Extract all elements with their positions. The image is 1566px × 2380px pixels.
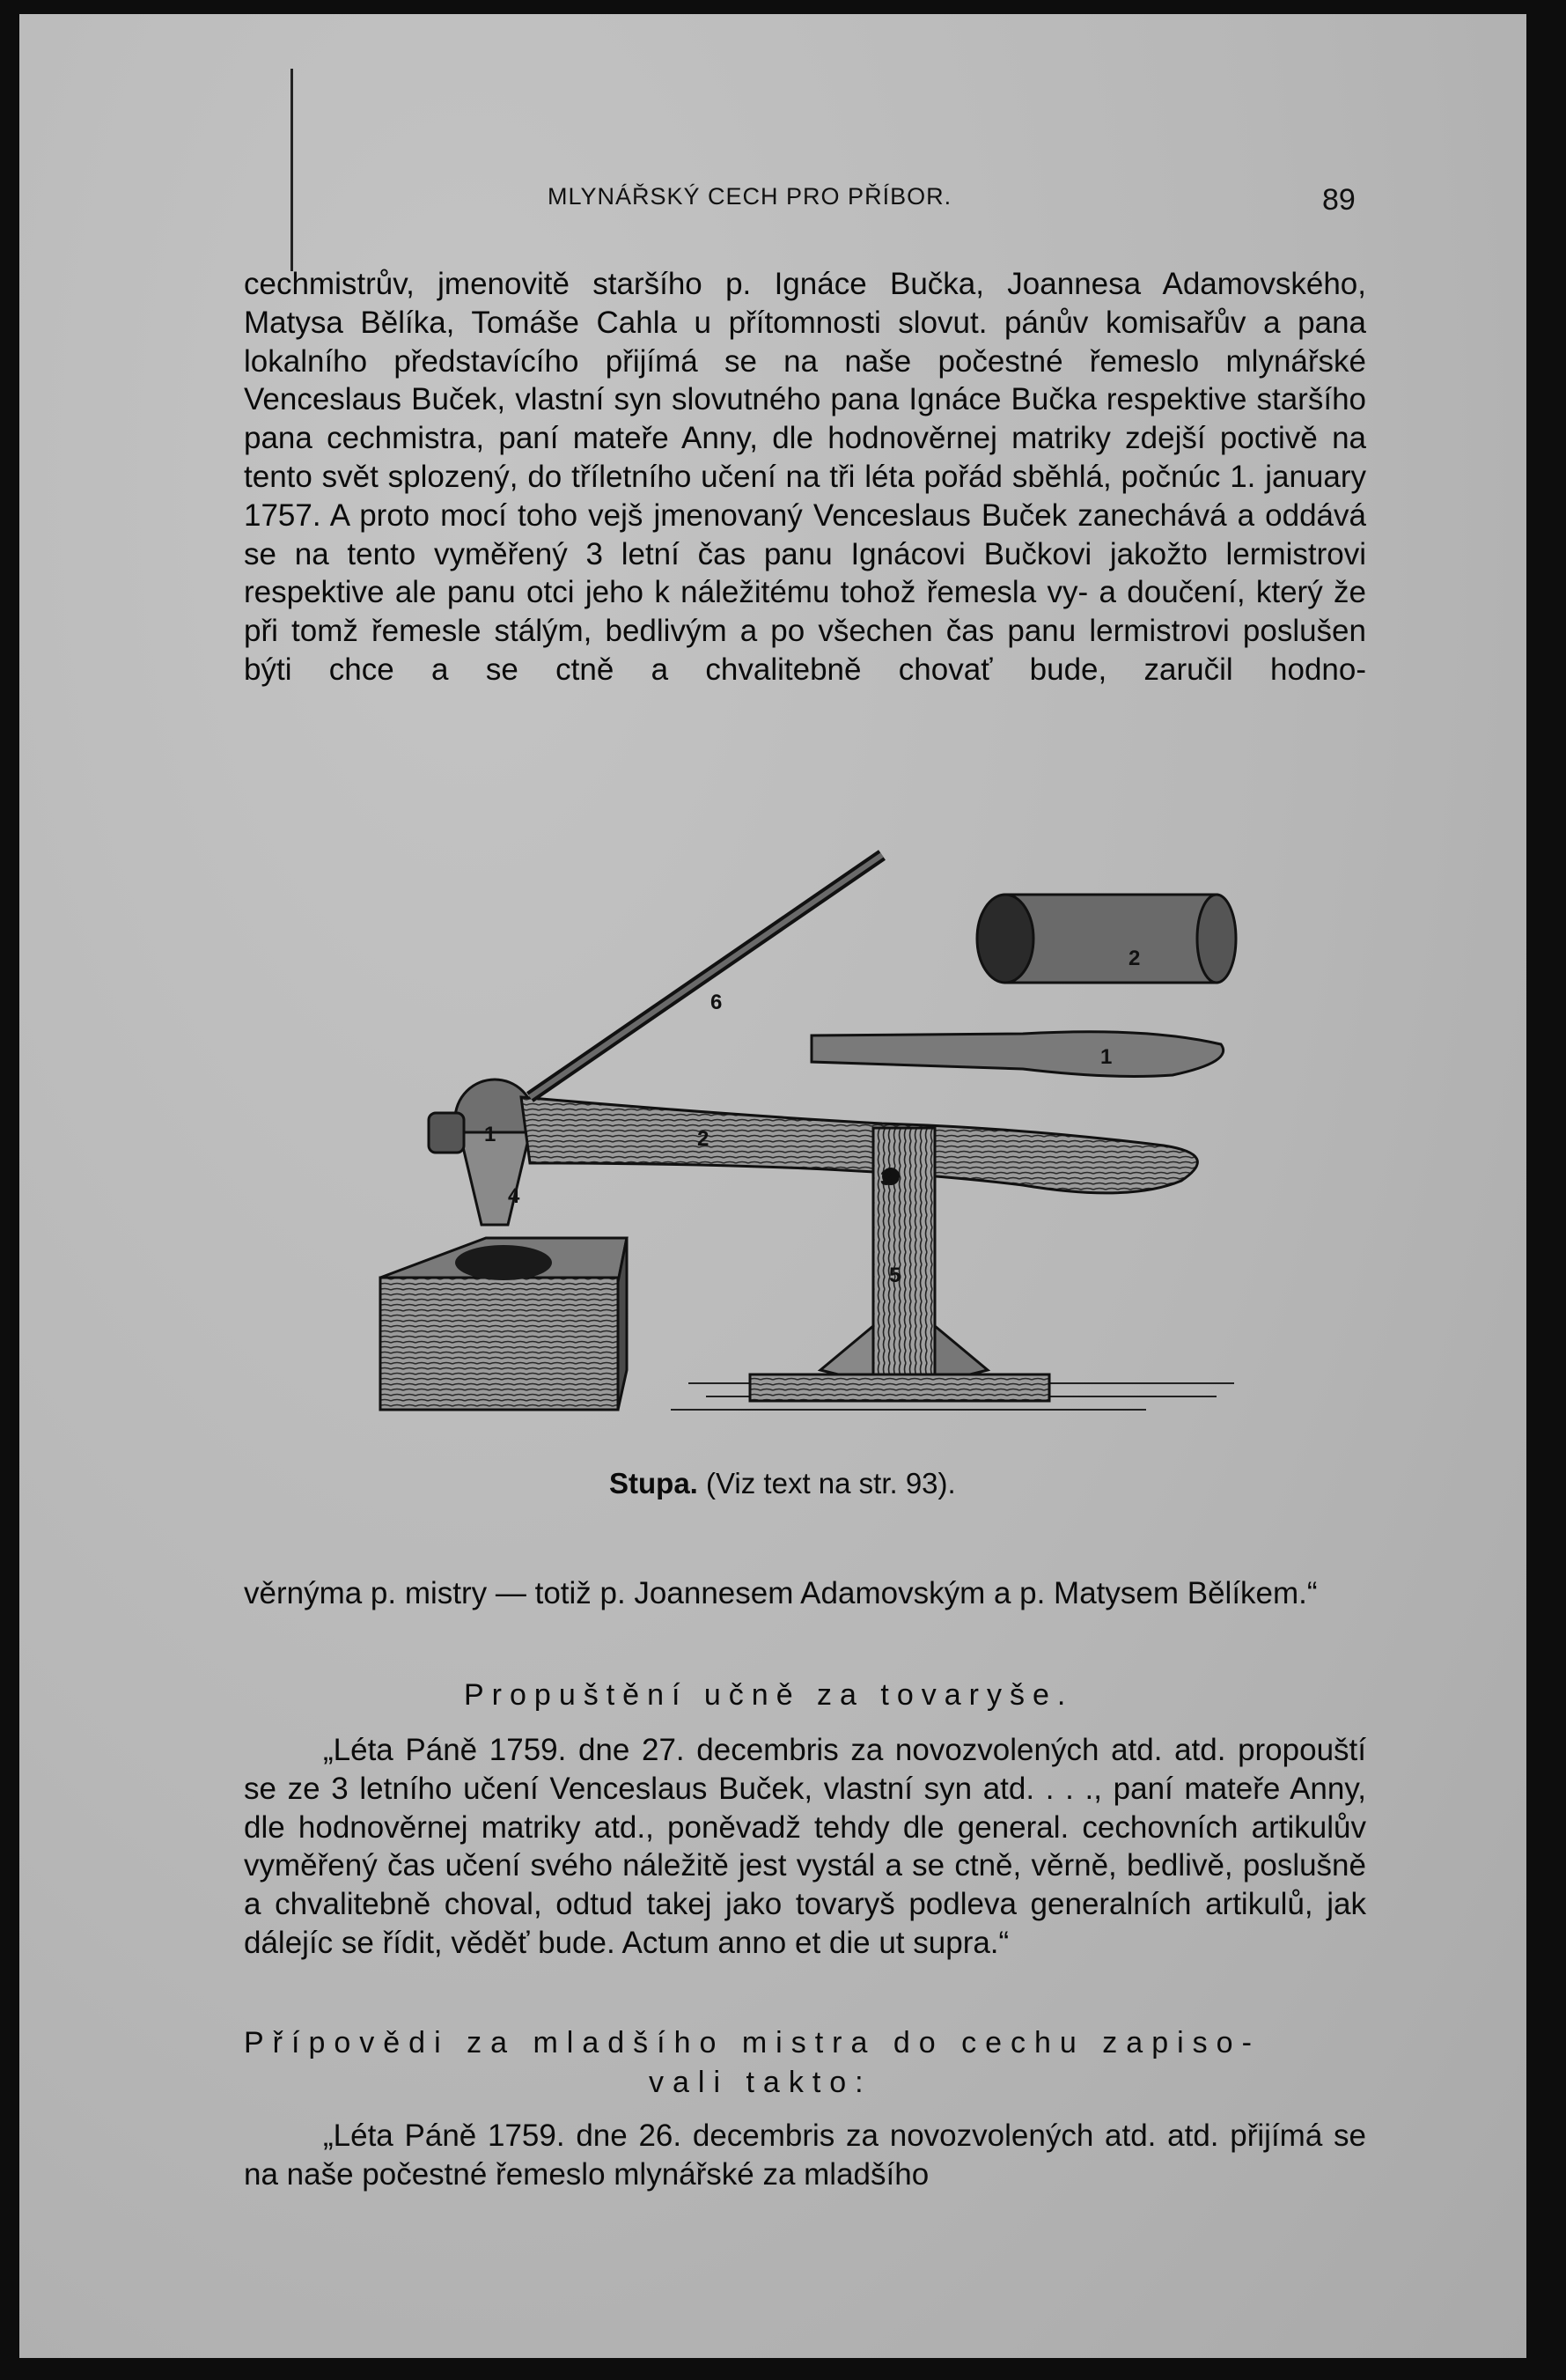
label-rod: 1 (1100, 1045, 1113, 1069)
label-post: 5 (889, 1264, 901, 1287)
label-head: 4 (508, 1184, 520, 1208)
page-number: 89 (1322, 183, 1356, 217)
paragraph-continuation: věrnýma p. mistry — totiž p. Joannesem Adamovským a p. Matysem Bělíkem.“ (244, 1576, 1318, 1610)
label-cylinder: 2 (1129, 947, 1141, 970)
book-page (19, 14, 1526, 2358)
label-beam: 2 (697, 1127, 709, 1151)
paragraph-release: „Léta Páně 1759. dne 27. decembris za novozvolených atd. atd. propouští se ze 3 letního učení Venceslaus Buček, vlastní syn atd. . . ., paní mateře Anny, dle hodnověrnej matriky atd., poněvadž tehdy dle general. cechovních artikulův vyměřený čas učení svého náležitě jest vystál a se ctně, věrně, bedlivě, poslušně a chvalitebně choval, odtud takej jako tovaryš podleva generalních artikulů, jak dálejíc se řídit, věděť bude. Actum anno et die ut supra.“ (244, 1733, 1366, 1960)
rod-part (812, 1032, 1224, 1077)
section-heading-release: Propuštění učně za tovaryše. (464, 1678, 1074, 1712)
label-handle: 6 (710, 991, 723, 1014)
mortar-block (380, 1238, 627, 1410)
figure-caption (609, 1467, 956, 1500)
section-heading-master-line2: vali takto: (649, 2066, 872, 2099)
section-heading-master-line1: Přípovědi za mladšího mistra do cechu zapiso- (244, 2026, 1261, 2059)
caption-reference: (Viz text na str. 93). (697, 1467, 956, 1499)
paragraph-master: „Léta Páně 1759. dne 26. decembris za novozvolených atd. atd. přijímá se na naše počestné řemeslo mlynářské za mladšího (244, 2118, 1366, 2192)
paragraph-enrollment: cechmistrův, jmenovitě staršího p. Ignáce Bučka, Joannesa Adamovského, Matysa Bělíka, Tomáše Cahla u přítomnosti slovut. pánův komisařův a pana lokalního představícího přijímá se na naše počestné řemeslo mlynářské Venceslaus Buček, vlastní syn slovutného pana Ignáce Bučka respektive staršího pana cechmistra, paní mateře Anny, dle hodnověrnej matriky zdejší poctivě na tento svět splozený, do tříletního učení na tři léta pořád sběhlá, počnúc 1. january 1757. A proto mocí toho vejš jmenovaný Venceslaus Buček zanechává a oddává se na tento vyměřený 3 letní čas panu Ignácovi Bučkovi jakožto lermistrovi respektive ale panu otci jeho k náležitému tohož řemesla vy- a doučení, který že při tomž řemesle stálým, bedlivým a po všechen čas panu lermistrovi poslušen býti chce a se ctně a chvalitebně chovať bude, zaručil hodno- (244, 267, 1366, 687)
stupa-illustration (354, 833, 1287, 1441)
margin-rule (290, 69, 293, 271)
lever-beam (521, 1097, 1197, 1193)
caption-title: Stupa. (609, 1467, 698, 1499)
label-pestle: 1 (484, 1123, 496, 1146)
cylinder-part (977, 895, 1236, 983)
label-pin: 3 (880, 1167, 893, 1190)
running-title: MLYNÁŘSKÝ CECH PRO PŘÍBOR. (548, 183, 952, 210)
